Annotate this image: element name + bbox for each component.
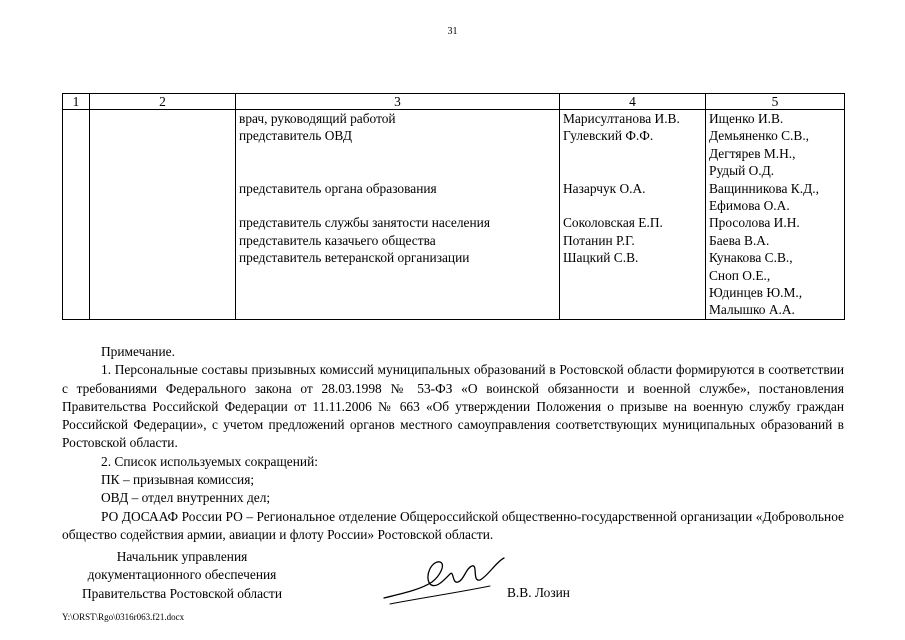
table-header-row (63, 94, 845, 110)
role-line: врач, руководящий работой (239, 111, 396, 126)
column-header-1: 1 (63, 94, 90, 110)
role-line (239, 145, 556, 162)
notes-heading: Примечание. (101, 344, 175, 359)
role-line: представитель органа образования (239, 180, 437, 196)
cell-col-3-roles (236, 110, 560, 320)
handwritten-signature-icon (380, 554, 510, 608)
role-line (239, 162, 556, 179)
signatory-title-line: документационного обеспечения (87, 567, 277, 583)
reserve-line: Демьяненко С.В., (709, 128, 810, 144)
member-line (563, 145, 702, 162)
role-line: представитель ветеранской организации (239, 250, 470, 266)
role-line (239, 197, 556, 214)
reserve-line: Дегтярев М.Н., (709, 145, 796, 161)
abbreviation-dosaaf: РО ДОСААФ России РО – Региональное отделение Общероссийской общественно-государственной организации «Добровольное общество содействия армии, авиации и флоту России» Ростовской области. (62, 508, 844, 542)
reserve-line: Сноп О.Е., (709, 267, 771, 283)
note-item-2: 2. Список используемых сокращений: (101, 453, 318, 469)
cell-col-1 (63, 110, 90, 320)
reserve-line: Кунакова С.В., (709, 250, 793, 266)
member-line: Марисултанова И.В. (563, 111, 680, 126)
column-header-4: 4 (560, 94, 706, 110)
signature-block (62, 548, 844, 608)
role-line: представитель казачьего общества (239, 232, 436, 248)
reserve-line: Ващинникова К.Д., (709, 180, 819, 196)
reserve-line: Ефимова О.А. (709, 198, 790, 214)
column-header-3: 3 (236, 94, 560, 110)
signatory-title-line: Начальник управления (116, 549, 248, 564)
notes-section (62, 343, 844, 544)
signatory-name: В.В. Лозин (507, 585, 570, 600)
reserve-line: Юдинцев Ю.М., (709, 285, 803, 301)
reserve-line: Ищенко И.В. (709, 111, 784, 126)
cell-col-5-reserves (706, 110, 845, 320)
reserve-line: Баева В.А. (709, 232, 770, 248)
table-row (63, 110, 845, 320)
commission-table (62, 93, 845, 320)
column-header-5: 5 (706, 94, 845, 110)
reserve-line: Просолова И.Н. (709, 215, 800, 231)
file-path: Y:\ORST\Rgo\0316r063.f21.docx (62, 612, 185, 622)
member-line (563, 162, 702, 179)
abbreviation-pk: ПК – призывная комиссия; (101, 472, 255, 488)
abbreviation-ovd: ОВД – отдел внутренних дел; (101, 490, 271, 506)
member-line: Соколовская Е.П. (563, 215, 663, 231)
column-header-2: 2 (90, 94, 236, 110)
member-line: Шацкий С.В. (563, 250, 639, 266)
member-line: Потанин Р.Г. (563, 232, 635, 248)
reserve-line: Малышко А.А. (709, 302, 795, 318)
member-line: Гулевский Ф.Ф. (563, 128, 654, 144)
reserve-line: Рудый О.Д. (709, 163, 775, 179)
page-number: 31 (447, 26, 458, 37)
signatory-title (62, 548, 302, 603)
member-line: Назарчук О.А. (563, 180, 646, 196)
note-item-1: 1. Персональные составы призывных комиссий муниципальных образований в Ростовской области формируются в соответствии с требованиями Федерального закона от 28.03.1998 № 53-ФЗ «О воинской обязанности и военной службе», постановления Правительства Российской Федерации от 11.11.2006 № 663 «Об утверждении Положения о призыве на военную службу граждан Российской Федерации», с учетом предложений органов местного самоуправления соответствующих муниципальных образований в Ростовской области. (62, 362, 844, 451)
signatory-title-line: Правительства Ростовской области (81, 585, 283, 601)
role-line: представитель службы занятости населения (239, 215, 490, 231)
cell-col-4-members (560, 110, 706, 320)
cell-col-2 (90, 110, 236, 320)
member-line (563, 197, 702, 214)
role-line: представитель ОВД (239, 128, 352, 144)
